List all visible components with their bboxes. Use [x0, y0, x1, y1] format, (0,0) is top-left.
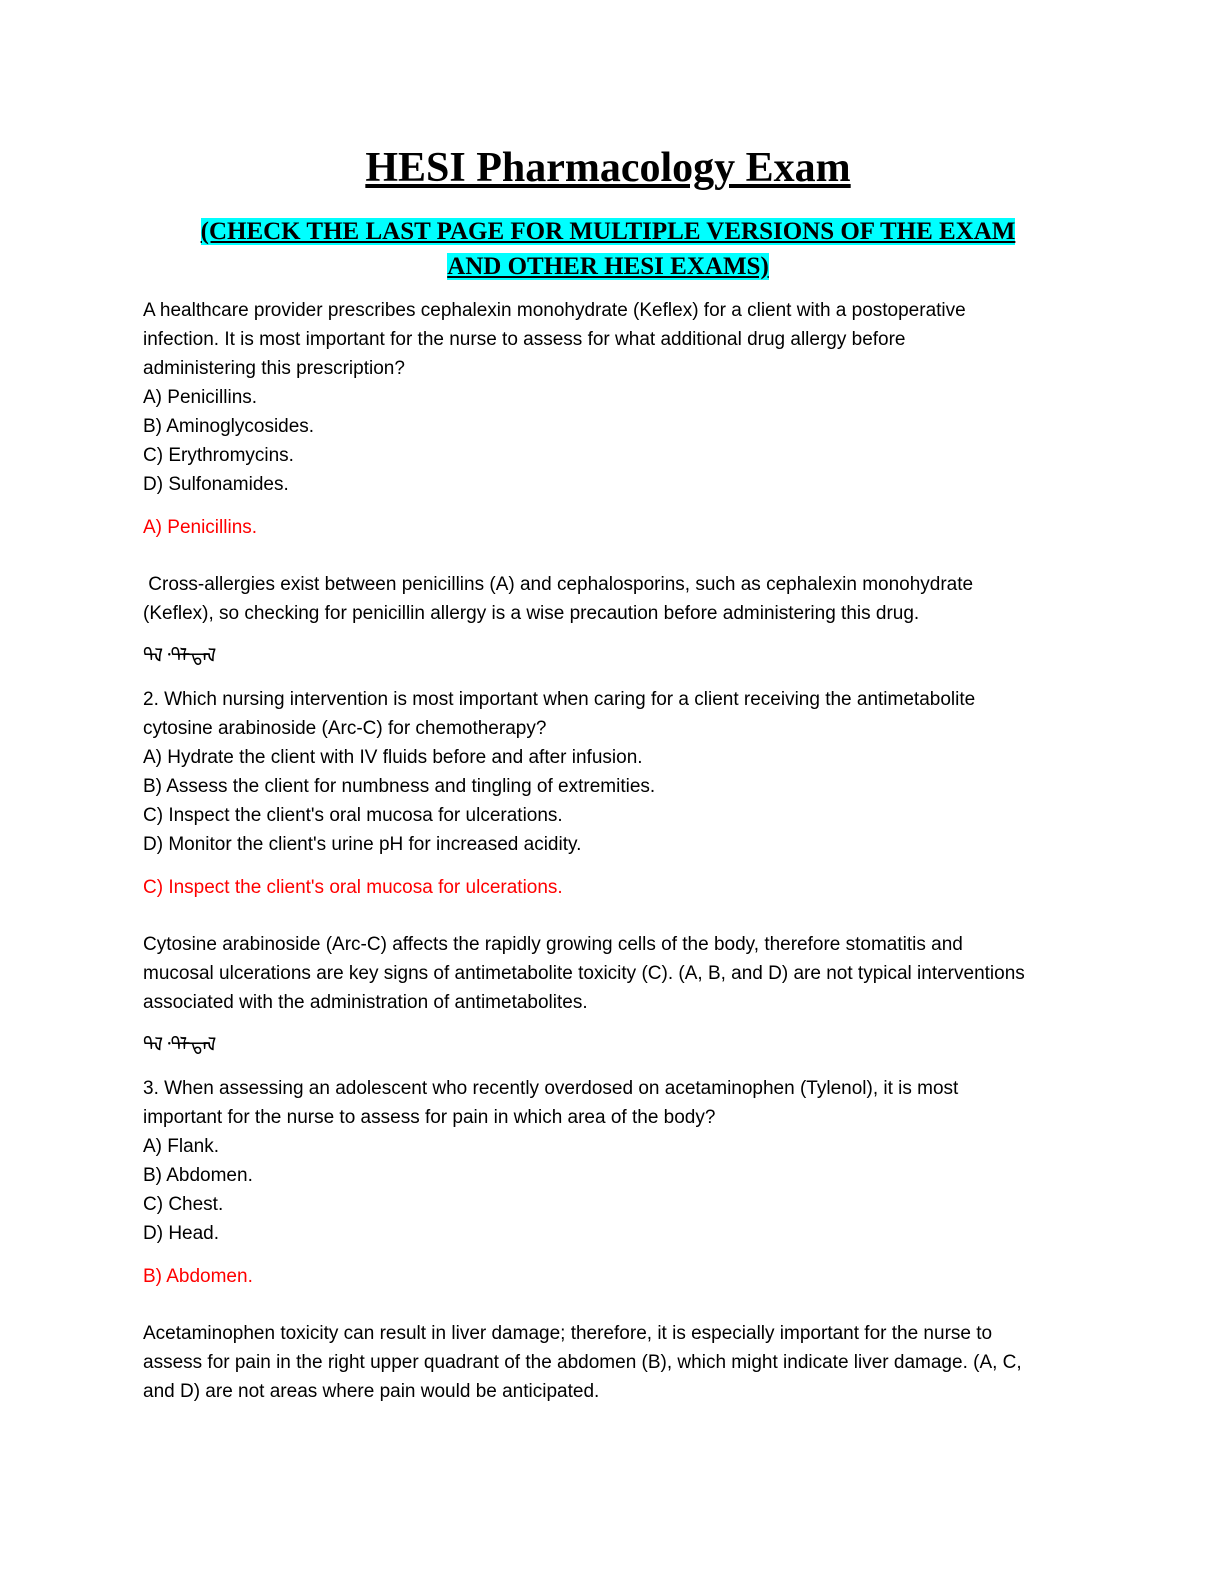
question-2-explanation [143, 930, 1073, 1017]
question-2-option-d: D) Monitor the client's urine pH for increased acidity. [143, 834, 582, 855]
document-page [143, 140, 1073, 1406]
highlighted-notice [143, 214, 1073, 284]
notice-line-1: (CHECK THE LAST PAGE FOR MULTIPLE VERSIONS OF THE EXAM [200, 218, 1016, 245]
question-2-option-b: B) Assess the client for numbness and tingling of extremities. [143, 776, 656, 797]
question-2-answer: C) Inspect the client's oral mucosa for ulcerations. [143, 877, 563, 898]
question-3-stem-line: 3. When assessing an adolescent who recently overdosed on acetaminophen (Tylenol), it is most [143, 1078, 959, 1099]
question-3-option-a: A) Flank. [143, 1136, 220, 1157]
question-3-explanation [143, 1319, 1073, 1406]
question-2-option-c: C) Inspect the client's oral mucosa for ulcerations. [143, 805, 563, 826]
question-2-option-a: A) Hydrate the client with IV fluids before and after infusion. [143, 747, 643, 768]
question-1-option-b: B) Aminoglycosides. [143, 416, 315, 437]
question-1-option-c: C) Erythromycins. [143, 445, 294, 466]
question-2-explanation-line: mucosal ulcerations are key signs of antimetabolite toxicity (C). (A, B, and D) are not typical interventions [143, 963, 1025, 984]
question-1 [143, 296, 1073, 499]
question-2-explanation-line: associated with the administration of antimetabolites. [143, 992, 588, 1013]
separator-glyphs: ᠲᠯ᠂ᠲᠯ᠊ᠲᠠᠯ [143, 1035, 217, 1056]
question-2-explanation-line: Cytosine arabinoside (Arc-C) affects the rapidly growing cells of the body, therefore stomatitis and [143, 934, 963, 955]
document-title: HESI Pharmacology Exam [365, 145, 851, 191]
question-1-answer: A) Penicillins. [143, 517, 258, 538]
question-3-option-d: D) Head. [143, 1223, 220, 1244]
question-1-explanation-line: (Keflex), so checking for penicillin allergy is a wise precaution before administering this drug. [143, 603, 920, 624]
question-3-explanation-line: assess for pain in the right upper quadrant of the abdomen (B), which might indicate liver damage. (A, C, [143, 1352, 1022, 1373]
question-3-option-b: B) Abdomen. [143, 1165, 253, 1186]
question-2-stem-line: cytosine arabinoside (Arc-C) for chemotherapy? [143, 718, 547, 739]
question-3-stem-line: important for the nurse to assess for pain in which area of the body? [143, 1107, 716, 1128]
question-1-stem-line: A healthcare provider prescribes cephalexin monohydrate (Keflex) for a client with a postoperative [143, 300, 966, 321]
question-2-stem-line: 2. Which nursing intervention is most important when caring for a client receiving the antimetabolite [143, 689, 976, 710]
separator-glyphs: ᠲᠯ᠂ᠲᠯ᠊ᠲᠠᠯ [143, 646, 217, 667]
question-3-explanation-line: and D) are not areas where pain would be anticipated. [143, 1381, 600, 1402]
question-1-option-d: D) Sulfonamides. [143, 474, 289, 495]
question-1-explanation [143, 570, 1073, 628]
question-3 [143, 1074, 1073, 1248]
question-1-option-a: A) Penicillins. [143, 387, 258, 408]
question-3-answer: B) Abdomen. [143, 1266, 253, 1287]
question-3-option-c: C) Chest. [143, 1194, 224, 1215]
question-2 [143, 685, 1073, 859]
question-3-explanation-line: Acetaminophen toxicity can result in liver damage; therefore, it is especially important for the nurse to [143, 1323, 993, 1344]
notice-line-2: AND OTHER HESI EXAMS) [447, 253, 769, 280]
question-1-stem-line: infection. It is most important for the nurse to assess for what additional drug allergy before [143, 329, 906, 350]
question-1-stem-line: administering this prescription? [143, 358, 405, 379]
question-1-explanation-line: Cross-allergies exist between penicillins (A) and cephalosporins, such as cephalexin monohydrate [143, 574, 974, 595]
